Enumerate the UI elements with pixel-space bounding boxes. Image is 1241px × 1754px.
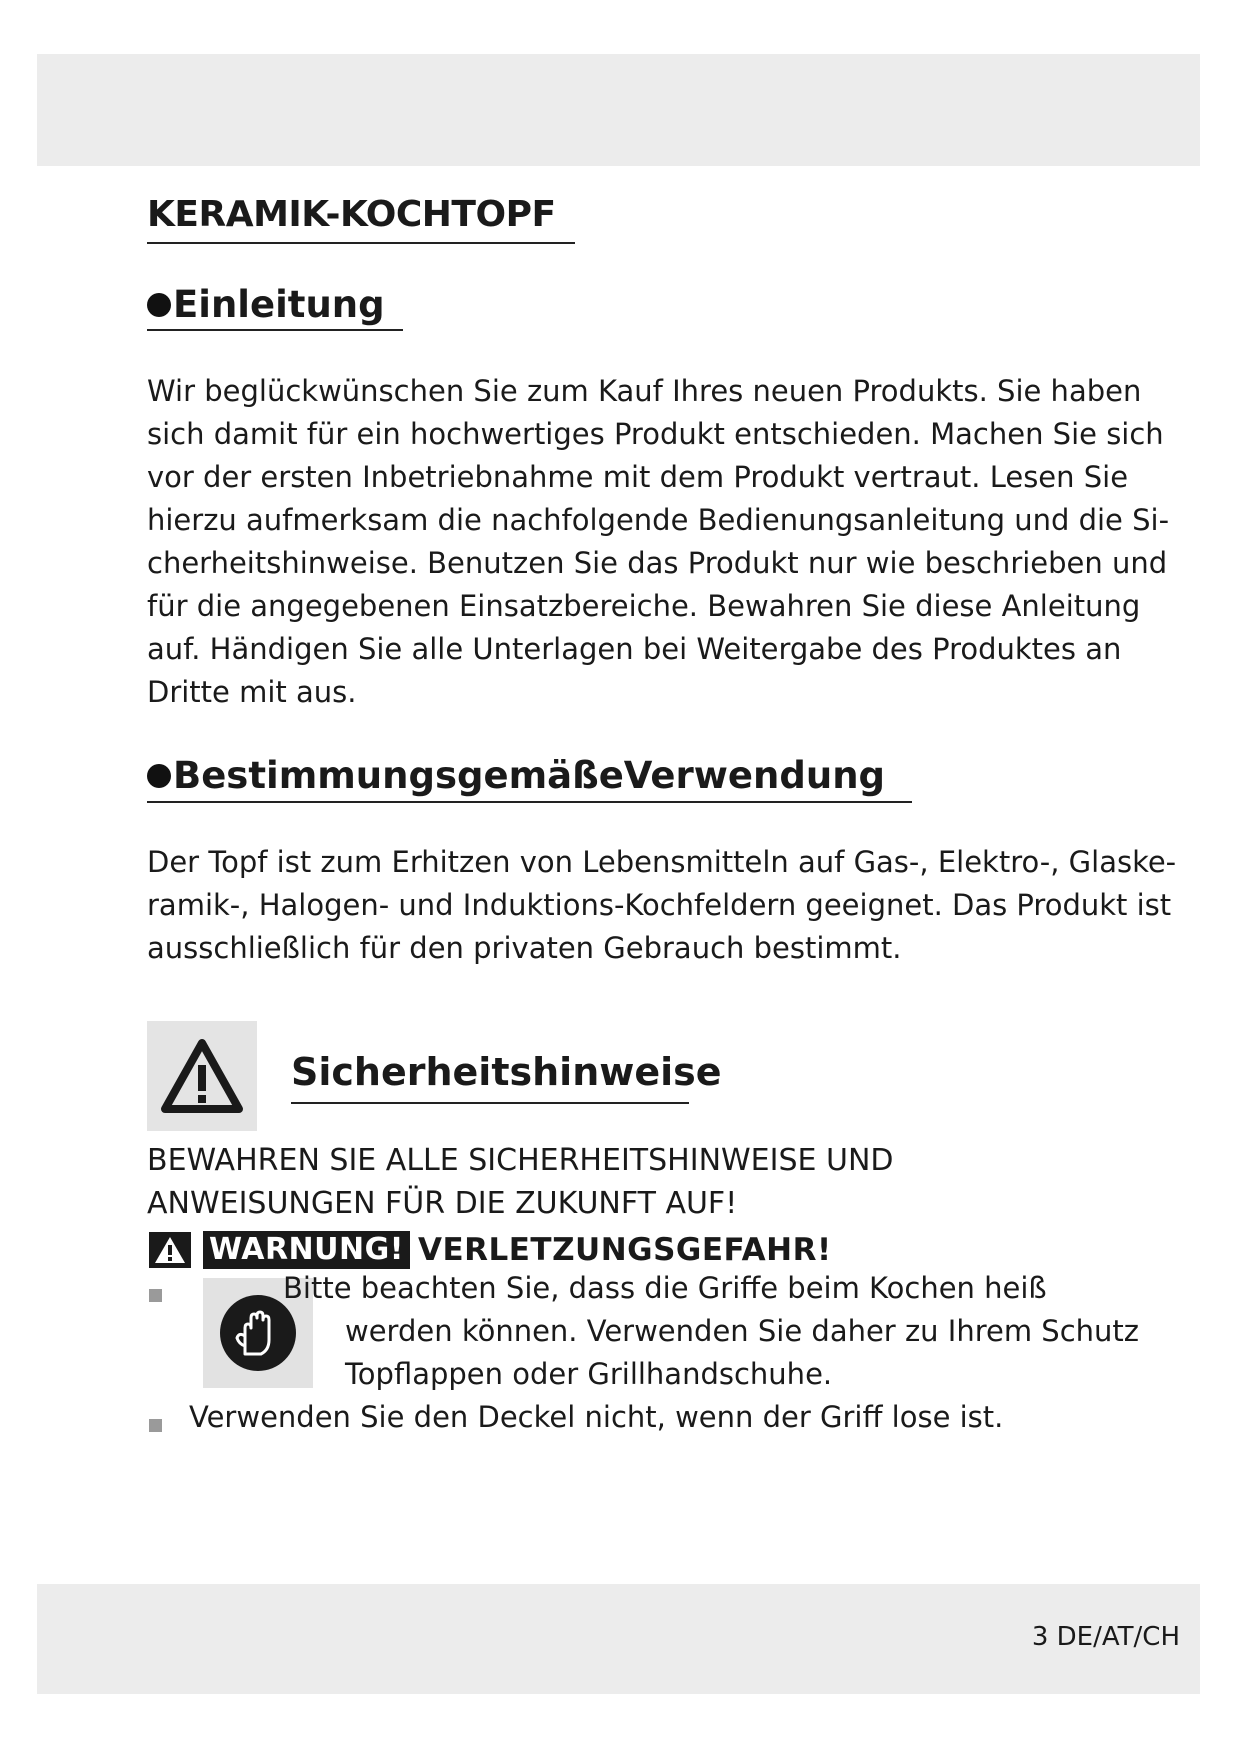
bullet-icon — [147, 293, 171, 317]
section-heading-safety: Sicherheitshinweise — [291, 1050, 722, 1094]
intro-paragraph — [147, 370, 1170, 714]
item-2-line: Verwenden Sie den Deckel nicht, wenn der Griff lose ist. — [189, 1400, 1004, 1434]
intro-line: für die angegebenen Einsatzbereiche. Bewahren Sie diese Anleitung — [147, 589, 1141, 623]
usage-line: ausschließlich für den privaten Gebrauch bestimmt. — [147, 931, 902, 965]
bullet-icon — [147, 764, 171, 788]
warning-line — [149, 1230, 832, 1270]
intro-line: cherheitshinweise. Benutzen Sie das Produkt nur wie beschrieben und — [147, 546, 1168, 580]
section-heading-intro-text: Einleitung — [173, 283, 385, 326]
page-title: KERAMIK-KOCHTOPF — [147, 194, 556, 235]
section-heading-usage — [147, 754, 885, 797]
warning-badge: WARNUNG! — [203, 1231, 410, 1269]
safety-icon-box — [147, 1021, 257, 1131]
item-1-line: Topflappen oder Grillhandschuhe. — [345, 1357, 833, 1391]
intro-line: auf. Händigen Sie alle Unterlagen bei Weitergabe des Produktes an — [147, 632, 1122, 666]
square-bullet-icon — [149, 1289, 162, 1302]
section-heading-intro — [147, 283, 385, 326]
item-1-line: werden können. Verwenden Sie daher zu Ihrem Schutz — [345, 1314, 1140, 1348]
page-number: 3 DE/AT/CH — [1031, 1622, 1180, 1652]
caps-line: ANWEISUNGEN FÜR DIE ZUKUNFT AUF! — [147, 1186, 738, 1221]
caps-line: BEWAHREN SIE ALLE SICHERHEITSHINWEISE UND — [147, 1143, 894, 1178]
usage-line: Der Topf ist zum Erhitzen von Lebensmitteln auf Gas-, Elektro-, Glaske- — [147, 845, 1177, 879]
section-heading-usage-text: BestimmungsgemäßeVerwendung — [173, 754, 886, 797]
footer-band — [37, 1584, 1200, 1694]
header-band — [37, 54, 1200, 166]
warning-text: VERLETZUNGSGEFAHR! — [417, 1232, 832, 1268]
safety-underline — [291, 1102, 689, 1104]
square-bullet-icon — [149, 1419, 162, 1432]
intro-line: Wir beglückwünschen Sie zum Kauf Ihres neuen Produkts. Sie haben — [147, 374, 1142, 408]
usage-underline — [147, 801, 912, 803]
intro-line: Dritte mit aus. — [147, 675, 357, 709]
warning-triangle-icon — [147, 1021, 257, 1131]
usage-line: ramik-, Halogen- und Induktions-Kochfeldern geeignet. Das Produkt ist — [147, 888, 1172, 922]
intro-line: hierzu aufmerksam die nachfolgende Bedienungsanleitung und die Si- — [147, 503, 1170, 537]
intro-line: sich damit für ein hochwertiges Produkt entschieden. Machen Sie sich — [147, 417, 1164, 451]
title-underline — [147, 242, 575, 244]
intro-line: vor der ersten Inbetriebnahme mit dem Produkt vertraut. Lesen Sie — [147, 460, 1129, 494]
item-1-line: Bitte beachten Sie, dass die Griffe beim Kochen heiß — [283, 1271, 1047, 1305]
usage-paragraph — [147, 841, 1177, 970]
safety-caps-notice — [147, 1139, 894, 1225]
intro-underline — [147, 329, 403, 331]
warning-triangle-small-icon — [149, 1232, 191, 1268]
